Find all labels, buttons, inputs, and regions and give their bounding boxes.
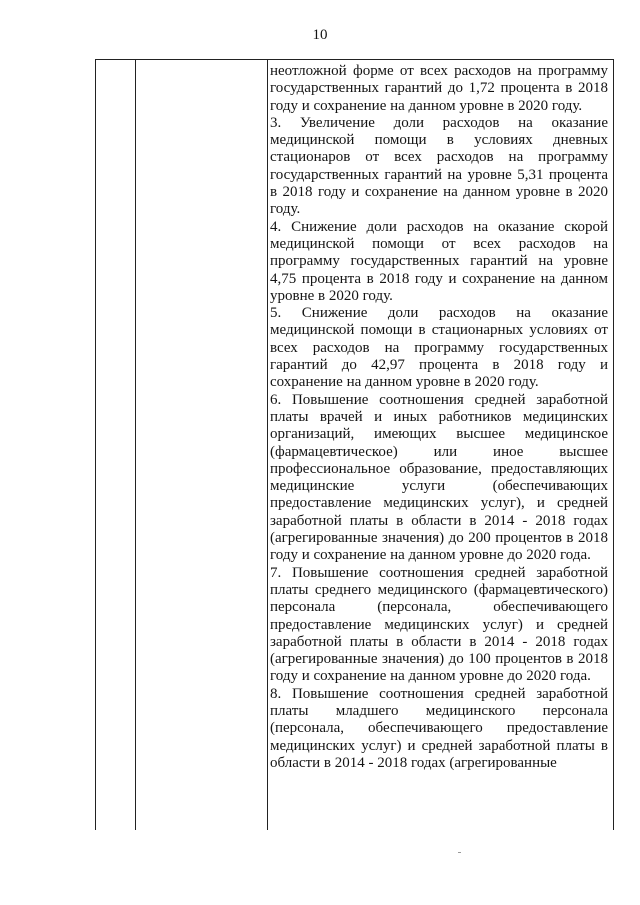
paragraph-item-5: 5. Снижение доли расходов на оказание медицинской помощи в стационарных условиях от всех расходов на программу государственных гарантий до 42,97 процента в 2018 году и сохранение на данном уровне в 2020 году. (270, 305, 608, 391)
paragraph-continuation: неотложной форме от всех расходов на программу государственных гарантий до 1,72 процента в 2018 году и сохранение на данном уровне в 2020 году. (270, 63, 608, 114)
paragraph-item-3: 3. Увеличение доли расходов на оказание медицинской помощи в условиях дневных стационаров от всех расходов на программу государственных гарантий на уровне 5,31 процента в 2018 году и сохранение на данном уровне в 2020 году. (270, 114, 608, 218)
column-divider-first (135, 60, 136, 830)
document-table (95, 59, 614, 830)
scan-speck (458, 852, 461, 853)
column-divider-second (267, 60, 268, 830)
paragraph-item-6: 6. Повышение соотношения средней заработной платы врачей и иных работников медицинских организаций, имеющих высшее медицинское (фармацевтическое) или иное высшее профессиональное образование, предоставляющих медицинские услуги (обеспечивающих предоставление медицинских услуг), и средней заработной платы в области в 2014 - 2018 годах (агрегированные значения) до 200 процентов в 2018 году и сохранение на данном уровне до 2020 года. (270, 391, 608, 564)
paragraph-item-8: 8. Повышение соотношения средней заработной платы младшего медицинского персонала (персонала, обеспечивающего предоставление медицинских услуг) и средней заработной платы в области в 2014 - 2018 годах (агрегированные (270, 685, 608, 771)
paragraph-item-7: 7. Повышение соотношения средней заработной платы среднего медицинского (фармацевтического) персонала (персонала, обеспечивающего предоставление медицинских услуг) и средней заработной платы в области в 2014 - 2018 годах (агрегированные значения) до 100 процентов в 2018 году и сохранение на данном уровне до 2020 года. (270, 564, 608, 685)
page-number: 10 (312, 27, 328, 43)
table-cell-text (270, 63, 608, 772)
paragraph-item-4: 4. Снижение доли расходов на оказание скорой медицинской помощи от всех расходов на программу государственных гарантий на уровне 4,75 процента в 2018 году и сохранение на данном уровне в 2020 году. (270, 218, 608, 304)
